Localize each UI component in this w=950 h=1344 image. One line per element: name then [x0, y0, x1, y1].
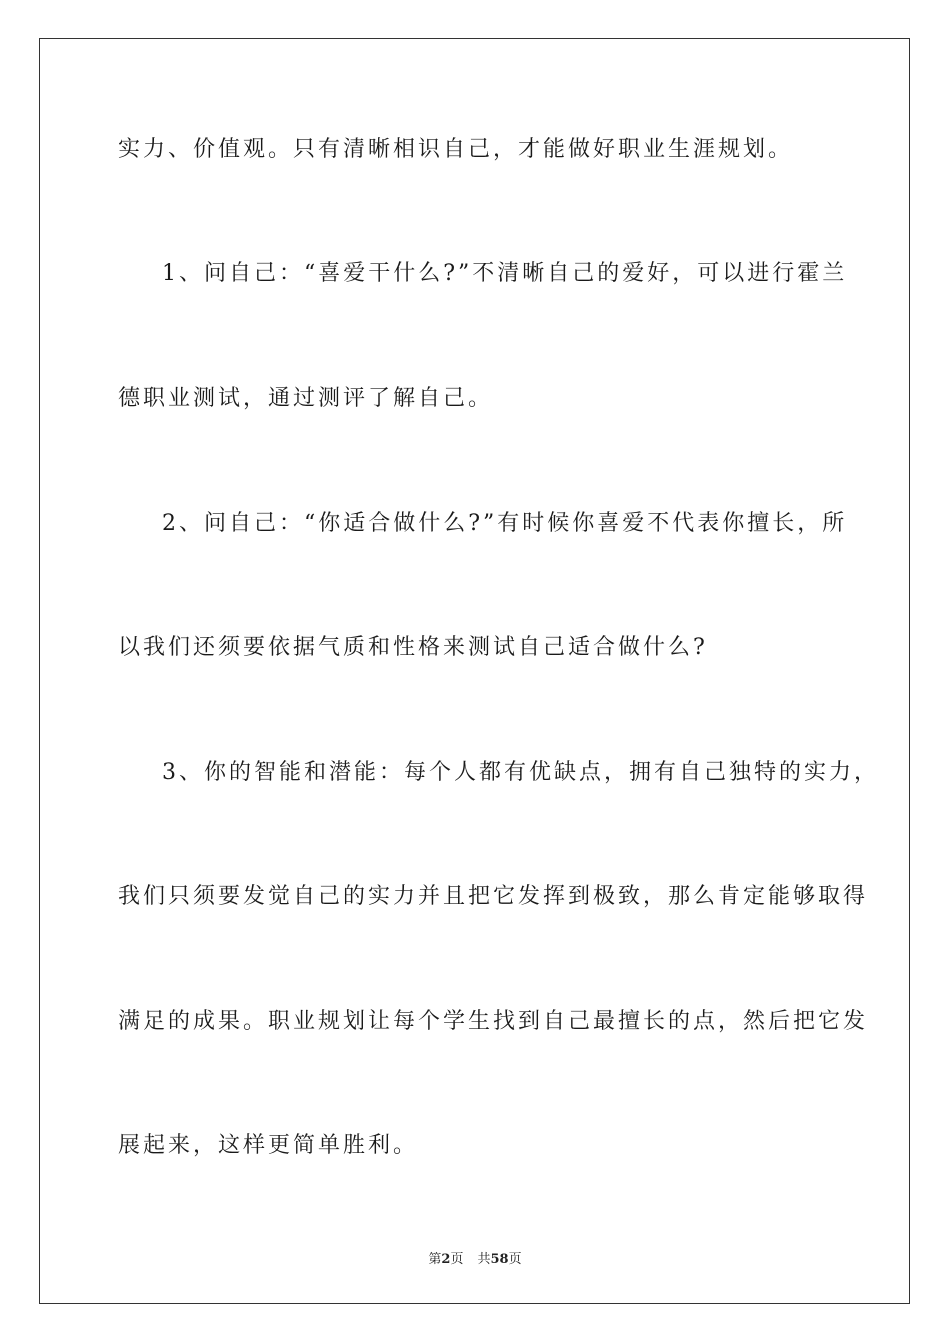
footer-total-suffix: 页 [508, 1252, 522, 1267]
text-line-3: 德职业测试，通过测评了解自己。 [118, 386, 494, 411]
text-line-1: 实力、价值观。只有清晰相识自己，才能做好职业生涯规划。 [118, 137, 794, 162]
text-line-8: 满足的成果。职业规划让每个学生找到自己最擅长的点，然后把它发 [118, 1009, 869, 1034]
page-frame [39, 38, 910, 1304]
text-line-4: 2、问自己：“你适合做什么?”有时候你喜爱不代表你擅长，所 [162, 511, 848, 536]
footer-total-prefix: 共 [477, 1252, 491, 1267]
footer-page-suffix: 页 [450, 1252, 464, 1267]
text-line-7: 我们只须要发觉自己的实力并且把它发挥到极致，那么肯定能够取得 [118, 884, 869, 909]
text-line-6: 3、你的智能和潜能：每个人都有优缺点，拥有自己独特的实力， [162, 760, 879, 785]
text-line-5: 以我们还须要依据气质和性格来测试自己适合做什么? [118, 635, 708, 660]
text-line-9: 展起来，这样更简单胜利。 [118, 1133, 419, 1158]
text-line-2: 1、问自己：“喜爱干什么?”不清晰自己的爱好，可以进行霍兰 [162, 261, 848, 286]
footer-page-prefix: 第 [428, 1252, 442, 1267]
footer-page-number: 2 [441, 1252, 451, 1267]
page-footer [0, 1248, 950, 1267]
footer-total-pages: 58 [490, 1252, 509, 1267]
